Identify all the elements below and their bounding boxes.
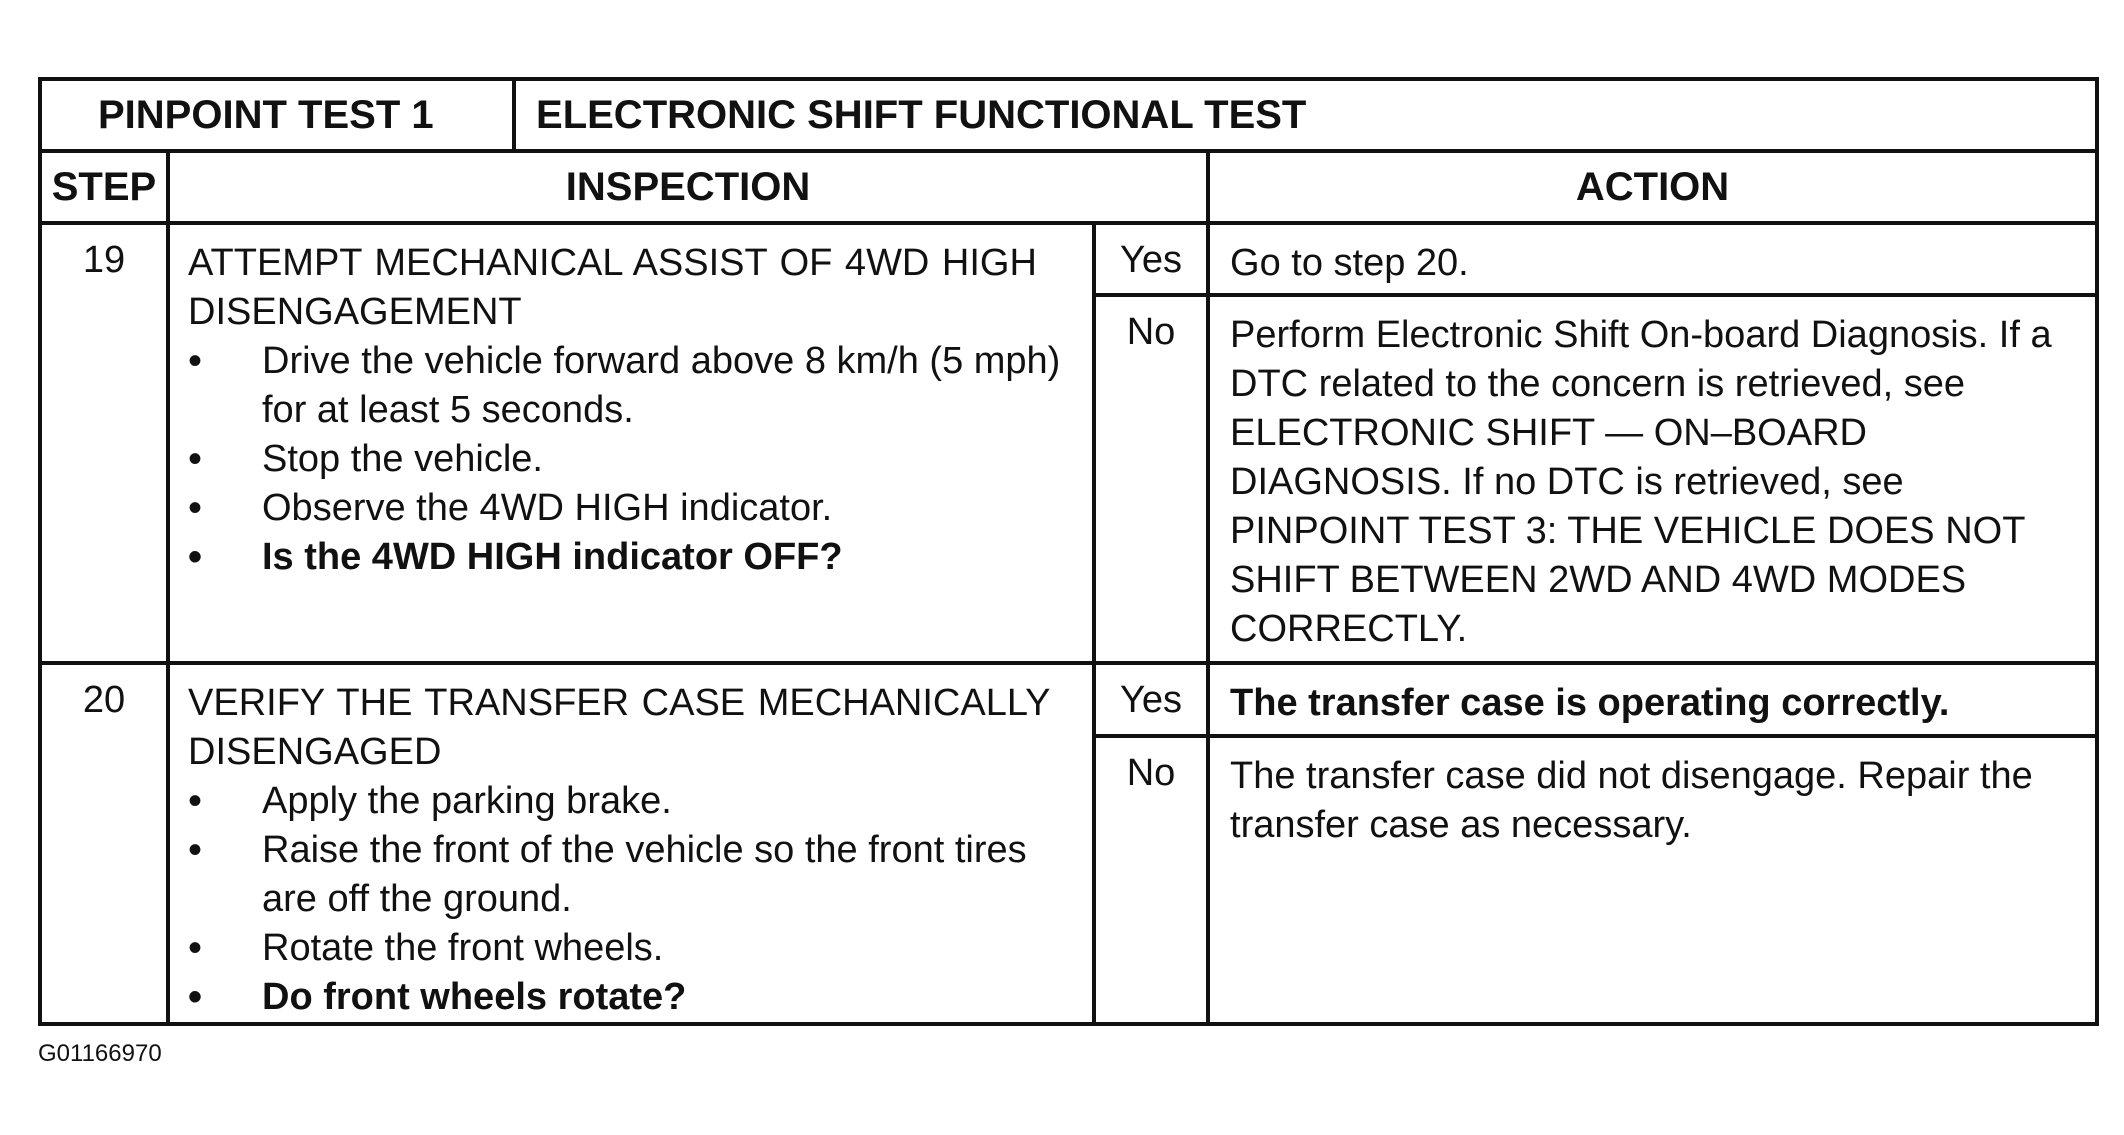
no-action: Perform Electronic Shift On-board Diagnosis. If a DTC related to the concern is retrieved, see ELECTRONIC SHIFT — ON–BOARD DIAGNOSIS. If no DTC is retrieved, see PINPOINT TEST 3: THE VEHICLE DOES NOT SHIFT BETWEEN 2WD AND 4WD MODES CORRECTLY. (1208, 295, 2097, 663)
no-action: The transfer case did not disengage. Repair the transfer case as necessary. (1208, 736, 2097, 1024)
pinpoint-test-table (38, 77, 2099, 1026)
yes-action: Go to step 20. (1208, 223, 2097, 295)
inspection-title: VERIFY THE TRANSFER CASE MECHANICALLY DISENGAGED (188, 682, 1050, 773)
inspection-cell (168, 223, 1094, 663)
yes-action: The transfer case is operating correctly. (1208, 663, 2097, 736)
column-header-action: ACTION (1208, 151, 2097, 223)
bullet-item: • Observe the 4WD HIGH indicator. (188, 484, 1074, 533)
inspection-bullets (188, 337, 1074, 582)
answer-yes-label: Yes (1094, 223, 1208, 295)
figure-id: G01166970 (38, 1040, 162, 1067)
bullet-question: • Is the 4WD HIGH indicator OFF? (188, 533, 1074, 582)
step-number: 19 (40, 223, 168, 663)
bullet-question: • Do front wheels rotate? (188, 973, 1074, 1022)
inspection-bullets (188, 777, 1074, 1022)
column-header-step: STEP (40, 151, 168, 223)
bullet-item: • Drive the vehicle forward above 8 km/h (5 mph) for at least 5 seconds. (188, 337, 1074, 435)
answer-no-label: No (1094, 295, 1208, 663)
test-title: PINPOINT TEST 1 (40, 79, 514, 151)
column-header-inspection: INSPECTION (168, 151, 1208, 223)
bullet-item: • Rotate the front wheels. (188, 924, 1074, 973)
bullet-item: • Apply the parking brake. (188, 777, 1074, 826)
step-number: 20 (40, 663, 168, 1024)
inspection-cell (168, 663, 1094, 1024)
bullet-item: • Raise the front of the vehicle so the front tires are off the ground. (188, 826, 1074, 924)
answer-yes-label: Yes (1094, 663, 1208, 736)
answer-no-label: No (1094, 736, 1208, 1024)
test-subtitle: ELECTRONIC SHIFT FUNCTIONAL TEST (514, 79, 2097, 151)
bullet-item: • Stop the vehicle. (188, 435, 1074, 484)
inspection-title: ATTEMPT MECHANICAL ASSIST OF 4WD HIGH DISENGAGEMENT (188, 242, 1037, 333)
